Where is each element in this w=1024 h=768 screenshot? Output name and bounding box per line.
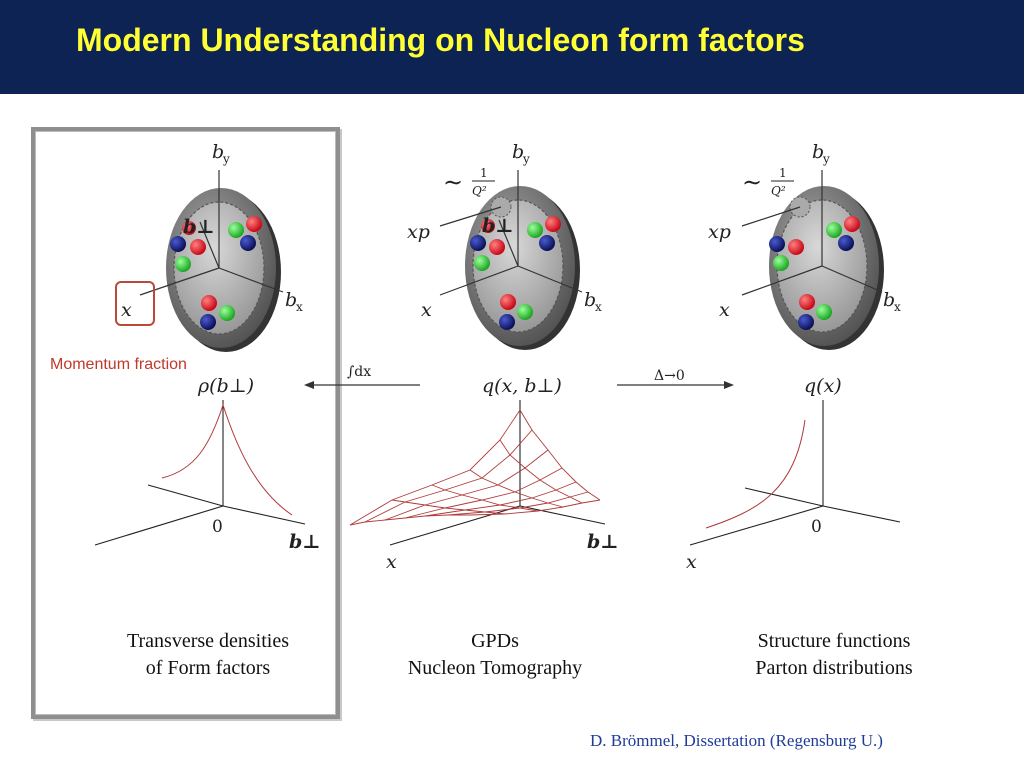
pdf-curve-3 xyxy=(706,420,805,528)
bx-sub-3: x xyxy=(894,300,901,314)
source-credit: D. Brömmel, Dissertation (Regensburg U.) xyxy=(590,731,883,750)
x-label-3: x xyxy=(719,299,730,321)
bx-label-3: b xyxy=(883,289,896,311)
plot-axes-2 xyxy=(390,400,605,545)
by-label-1: b xyxy=(212,141,225,163)
caption-1-line2: of Form factors xyxy=(145,657,271,679)
zero-label-1: 0 xyxy=(212,517,223,537)
gpd-surface xyxy=(350,410,600,525)
caption-1 xyxy=(85,628,331,682)
x-axis-label-3: x xyxy=(686,551,697,573)
bx-label-2: b xyxy=(584,289,597,311)
frac-num-3: 1 xyxy=(779,166,787,180)
tilde-2: ∼ xyxy=(443,168,464,196)
plot-axes-1 xyxy=(95,400,305,545)
caption-3 xyxy=(711,628,957,682)
frac-num-2: 1 xyxy=(480,166,488,180)
bperp-axis-label-1: b⊥ xyxy=(289,531,321,553)
integral-label: ∫dx xyxy=(347,364,372,380)
frac-den-3: Q² xyxy=(771,184,786,198)
density-curve-1 xyxy=(162,405,292,515)
xp-label-2: xp xyxy=(407,221,430,243)
caption-1-line1: Transverse densities xyxy=(126,630,290,652)
caption-3-line2: Parton distributions xyxy=(755,657,913,679)
zero-label-3: 0 xyxy=(811,517,822,537)
by-sub-3: y xyxy=(823,152,830,166)
x-axis-label-2: x xyxy=(386,551,397,573)
caption-3-line1: Structure functions xyxy=(757,630,911,652)
caption-2-line2: Nucleon Tomography xyxy=(407,657,583,679)
bperp-axis-label-2: b⊥ xyxy=(587,531,619,553)
xp-label-3: xp xyxy=(708,221,731,243)
bperp-label-2: b⊥ xyxy=(482,215,514,237)
by-label-3: b xyxy=(812,141,825,163)
by-sub-1: y xyxy=(223,152,230,166)
bx-sub-1: x xyxy=(296,300,303,314)
x-label-1: x xyxy=(121,299,132,321)
caption-2 xyxy=(372,628,618,682)
integral-arrow xyxy=(304,381,420,389)
gpd-label: q(x, b⊥) xyxy=(482,375,562,397)
bx-label-1: b xyxy=(285,289,298,311)
plot-axes-3 xyxy=(690,400,900,545)
bperp-label-1: b⊥ xyxy=(183,216,215,238)
bx-sub-2: x xyxy=(595,300,602,314)
limit-label: Δ→0 xyxy=(654,368,685,384)
frac-den-2: Q² xyxy=(472,184,487,198)
pdf-label: q(x) xyxy=(804,375,842,397)
caption-2-line1: GPDs xyxy=(471,630,519,652)
by-sub-2: y xyxy=(523,152,530,166)
slide-title: Modern Understanding on Nucleon form factors xyxy=(76,22,805,58)
x-label-2: x xyxy=(421,299,432,321)
by-label-2: b xyxy=(512,141,525,163)
tilde-3: ∼ xyxy=(742,168,763,196)
rho-label: ρ(b⊥) xyxy=(198,375,255,397)
momentum-fraction-annotation: Momentum fraction xyxy=(50,356,187,373)
